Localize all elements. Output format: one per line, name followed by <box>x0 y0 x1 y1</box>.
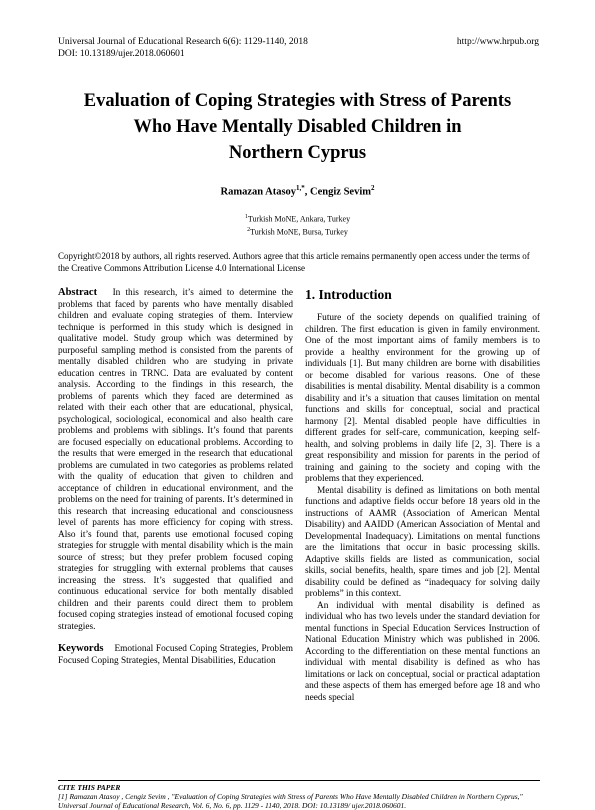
abstract-text: In this research, it’s aimed to determine the problems that faced by parents who have mentally disabled children and evaluate coping strategies of them. Interview technique is performed in this study which is designed in qualitative model. Study group which was determined by purposeful sampling method is consisted from the parents of mentally disabled children who are studying in private education centres in TRNC. Data are evaluated by content analysis. According to the findings in this research, the problems of parents which they faced are determined as related with their each other that are educational, physical, psychological, sociological, economical and also health care problems and problems with siblings. It’s found that parents are focused especially on educational problems. According to the results that were emerged in the research that educational problems are cumulated in two categories as problems related with the quality of education that given to children and acceptance of children in educational environment, and the problems on the need for training of parents. It’s determined in this research that increasing educational and consciousness level of parents has more efficiency for coping with stress. Also it’s found that, parents use emotional focused coping strategies for struggle with mental disability which is the main source of stress; but they prefer problem focused coping strategies for struggling with external problems that causes increasing the stress. It’s suggested that qualified and continuous educational service for both mentally disabled children and their parents could direct them to problem focused coping strategies instead of emotional focused coping strategies. <box>58 288 293 632</box>
section-heading: 1. Introduction <box>305 287 392 302</box>
abstract-label: Abstract <box>58 287 98 298</box>
affiliation-number: 2 <box>247 226 251 233</box>
journal-doi: DOI: 10.13189/ujer.2018.060601 <box>58 48 185 59</box>
title-line-3: Northern Cyprus <box>228 143 367 163</box>
cite-heading: CITE THIS PAPER <box>58 783 121 792</box>
paper-title <box>40 88 555 166</box>
author-list <box>0 184 595 198</box>
abstract <box>58 287 293 633</box>
author-name: Cengiz Sevim <box>310 186 371 198</box>
journal-citation: Universal Journal of Educational Research 6(6): 1129-1140, 2018 <box>58 37 308 47</box>
journal-url[interactable]: http://www.hrpub.org <box>456 37 539 47</box>
footer-divider <box>58 780 540 781</box>
right-column <box>305 287 540 704</box>
affiliation-number: 1 <box>244 214 248 220</box>
cite-text: [1] Ramazan Atasoy , Cengiz Sevim , "Evaluation of Coping Strategies with Stress of Parents Who Have Mentally Disabled Children in Northern Cyprus," Universal Journal of Educational Research, Vol. 6, No. 6, pp. 1129 - 1140, 2018. DOI: 10.13189/ ujer.2018.060601. <box>58 792 523 810</box>
affiliation-item <box>0 212 595 225</box>
left-column <box>58 287 293 667</box>
title-line-2: Who Have Mentally Disabled Children in <box>133 117 462 137</box>
body-paragraph: An individual with mental disability is defined as individual who has two levels under the standard deviation for mental functions in Special Education Services Instruction of National Education Ministry which was published in 2006. According to the differentiation on these mental functions an individual with mental disability is defined as who has limitations or lack on conceptual, social or practical adaptation and these aspects of them has emerged before age 18 and who needs special <box>305 600 540 703</box>
author-affil-mark: 2 <box>371 184 375 192</box>
author-separator: , <box>304 186 311 198</box>
keywords-label: Keywords <box>58 643 104 654</box>
title-line-1: Evaluation of Coping Strategies with Stress of Parents <box>83 91 512 111</box>
cite-block <box>58 783 540 810</box>
journal-header <box>58 37 308 60</box>
keywords <box>58 643 293 667</box>
keywords-text: Emotional Focused Coping Strategies, Problem Focused Coping Strategies, Mental Disabilities, Education <box>58 644 293 666</box>
copyright-notice: Copyright©2018 by authors, all rights reserved. Authors agree that this article remains permanently open access under the terms of the Creative Commons Attribution License 4.0 International License <box>58 251 530 273</box>
affiliations <box>0 212 595 237</box>
author-affil-mark: 1,* <box>296 184 305 192</box>
affiliation-item <box>0 225 595 238</box>
author-name: Ramazan Atasoy <box>220 186 297 198</box>
body-paragraph: Future of the society depends on qualified training of children. The first education is given in family environment. One of the most important aims of family members is to provide a healthy environment for the growing up of individuals [1]. But many children are borne with disabilities or become disabled for various reasons. One of these disabilities is mental disability. Mental disability is a common disability and it’s a situation that causes limitation on mental functions and skills for conceptual, social and practical harmony [2]. Mental disabled people have difficulties in different grades for self-care, communication, keeping self-health, and solving problems in daily life [2, 3]. There is a great responsibility and mission for parents in the period of training and gaining to the society and coping with the problems that they experienced. <box>305 313 540 484</box>
affiliation-text: Turkish MoNE, Bursa, Turkey <box>250 227 348 237</box>
body-paragraph: Mental disability is defined as limitations on both mental functions and adaptive fields occur before 18 years old in the instructions of AAMR (Association of American Mental Disability) and AAIDD (American Association of Mental and Developmental Inadequacy). Limitations on mental functions are the limitations that occur in basic processing skills. Adaptive skills fields are listed as communication, social skills, social benefits, health, spare times and job [2]. Mental disability could be defined as “inadequacy for solving daily problems” in this context. <box>305 485 540 599</box>
affiliation-text: Turkish MoNE, Ankara, Turkey <box>247 214 351 224</box>
